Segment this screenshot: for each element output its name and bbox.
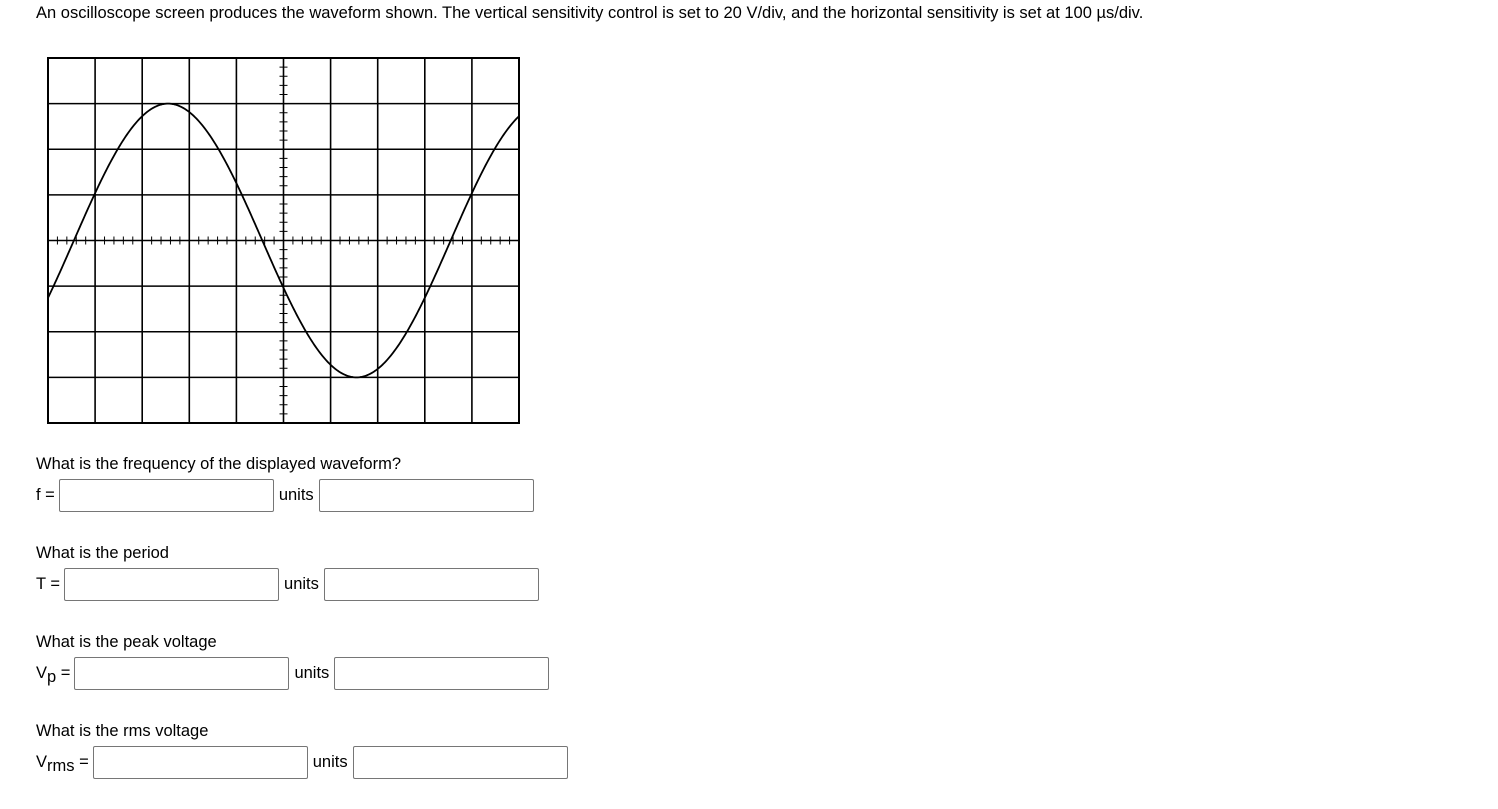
rms-voltage-label-equals: = (74, 753, 89, 771)
frequency-question: What is the frequency of the displayed waveform? (36, 455, 402, 473)
frequency-answer-row (36, 479, 534, 512)
rms-voltage-label-subscript: rms (47, 757, 75, 775)
peak-voltage-label-main: V (36, 664, 48, 682)
rms-voltage-units-input[interactable] (353, 746, 568, 779)
peak-voltage-label (36, 664, 71, 686)
period-question: What is the period (36, 544, 169, 562)
peak-voltage-input[interactable] (74, 657, 289, 690)
problem-statement: An oscilloscope screen produces the waveform shown. The vertical sensitivity control is set to 20 V/div, and the horizontal sensitivity is set at 100 µs/div. (36, 4, 1144, 22)
oscilloscope-screen (47, 57, 520, 424)
rms-voltage-label-main: V (36, 753, 48, 771)
peak-voltage-answer-row (36, 657, 549, 690)
peak-voltage-question: What is the peak voltage (36, 633, 217, 651)
rms-voltage-input[interactable] (93, 746, 308, 779)
rms-voltage-label (36, 753, 89, 775)
peak-voltage-label-subscript: p (47, 668, 57, 686)
peak-voltage-label-equals: = (56, 664, 71, 682)
frequency-units-input[interactable] (319, 479, 534, 512)
period-units-input[interactable] (324, 568, 539, 601)
rms-voltage-units-label: units (312, 753, 348, 771)
frequency-units-label: units (278, 486, 314, 504)
frequency-input[interactable] (59, 479, 274, 512)
frequency-label: f = (36, 486, 55, 504)
period-units-label: units (284, 575, 319, 593)
period-label: T = (36, 575, 61, 593)
period-input[interactable] (64, 568, 279, 601)
period-answer-row (36, 568, 539, 601)
peak-voltage-units-input[interactable] (334, 657, 549, 690)
rms-voltage-question: What is the rms voltage (36, 722, 209, 740)
rms-voltage-answer-row (36, 746, 568, 779)
peak-voltage-units-label: units (294, 664, 330, 682)
